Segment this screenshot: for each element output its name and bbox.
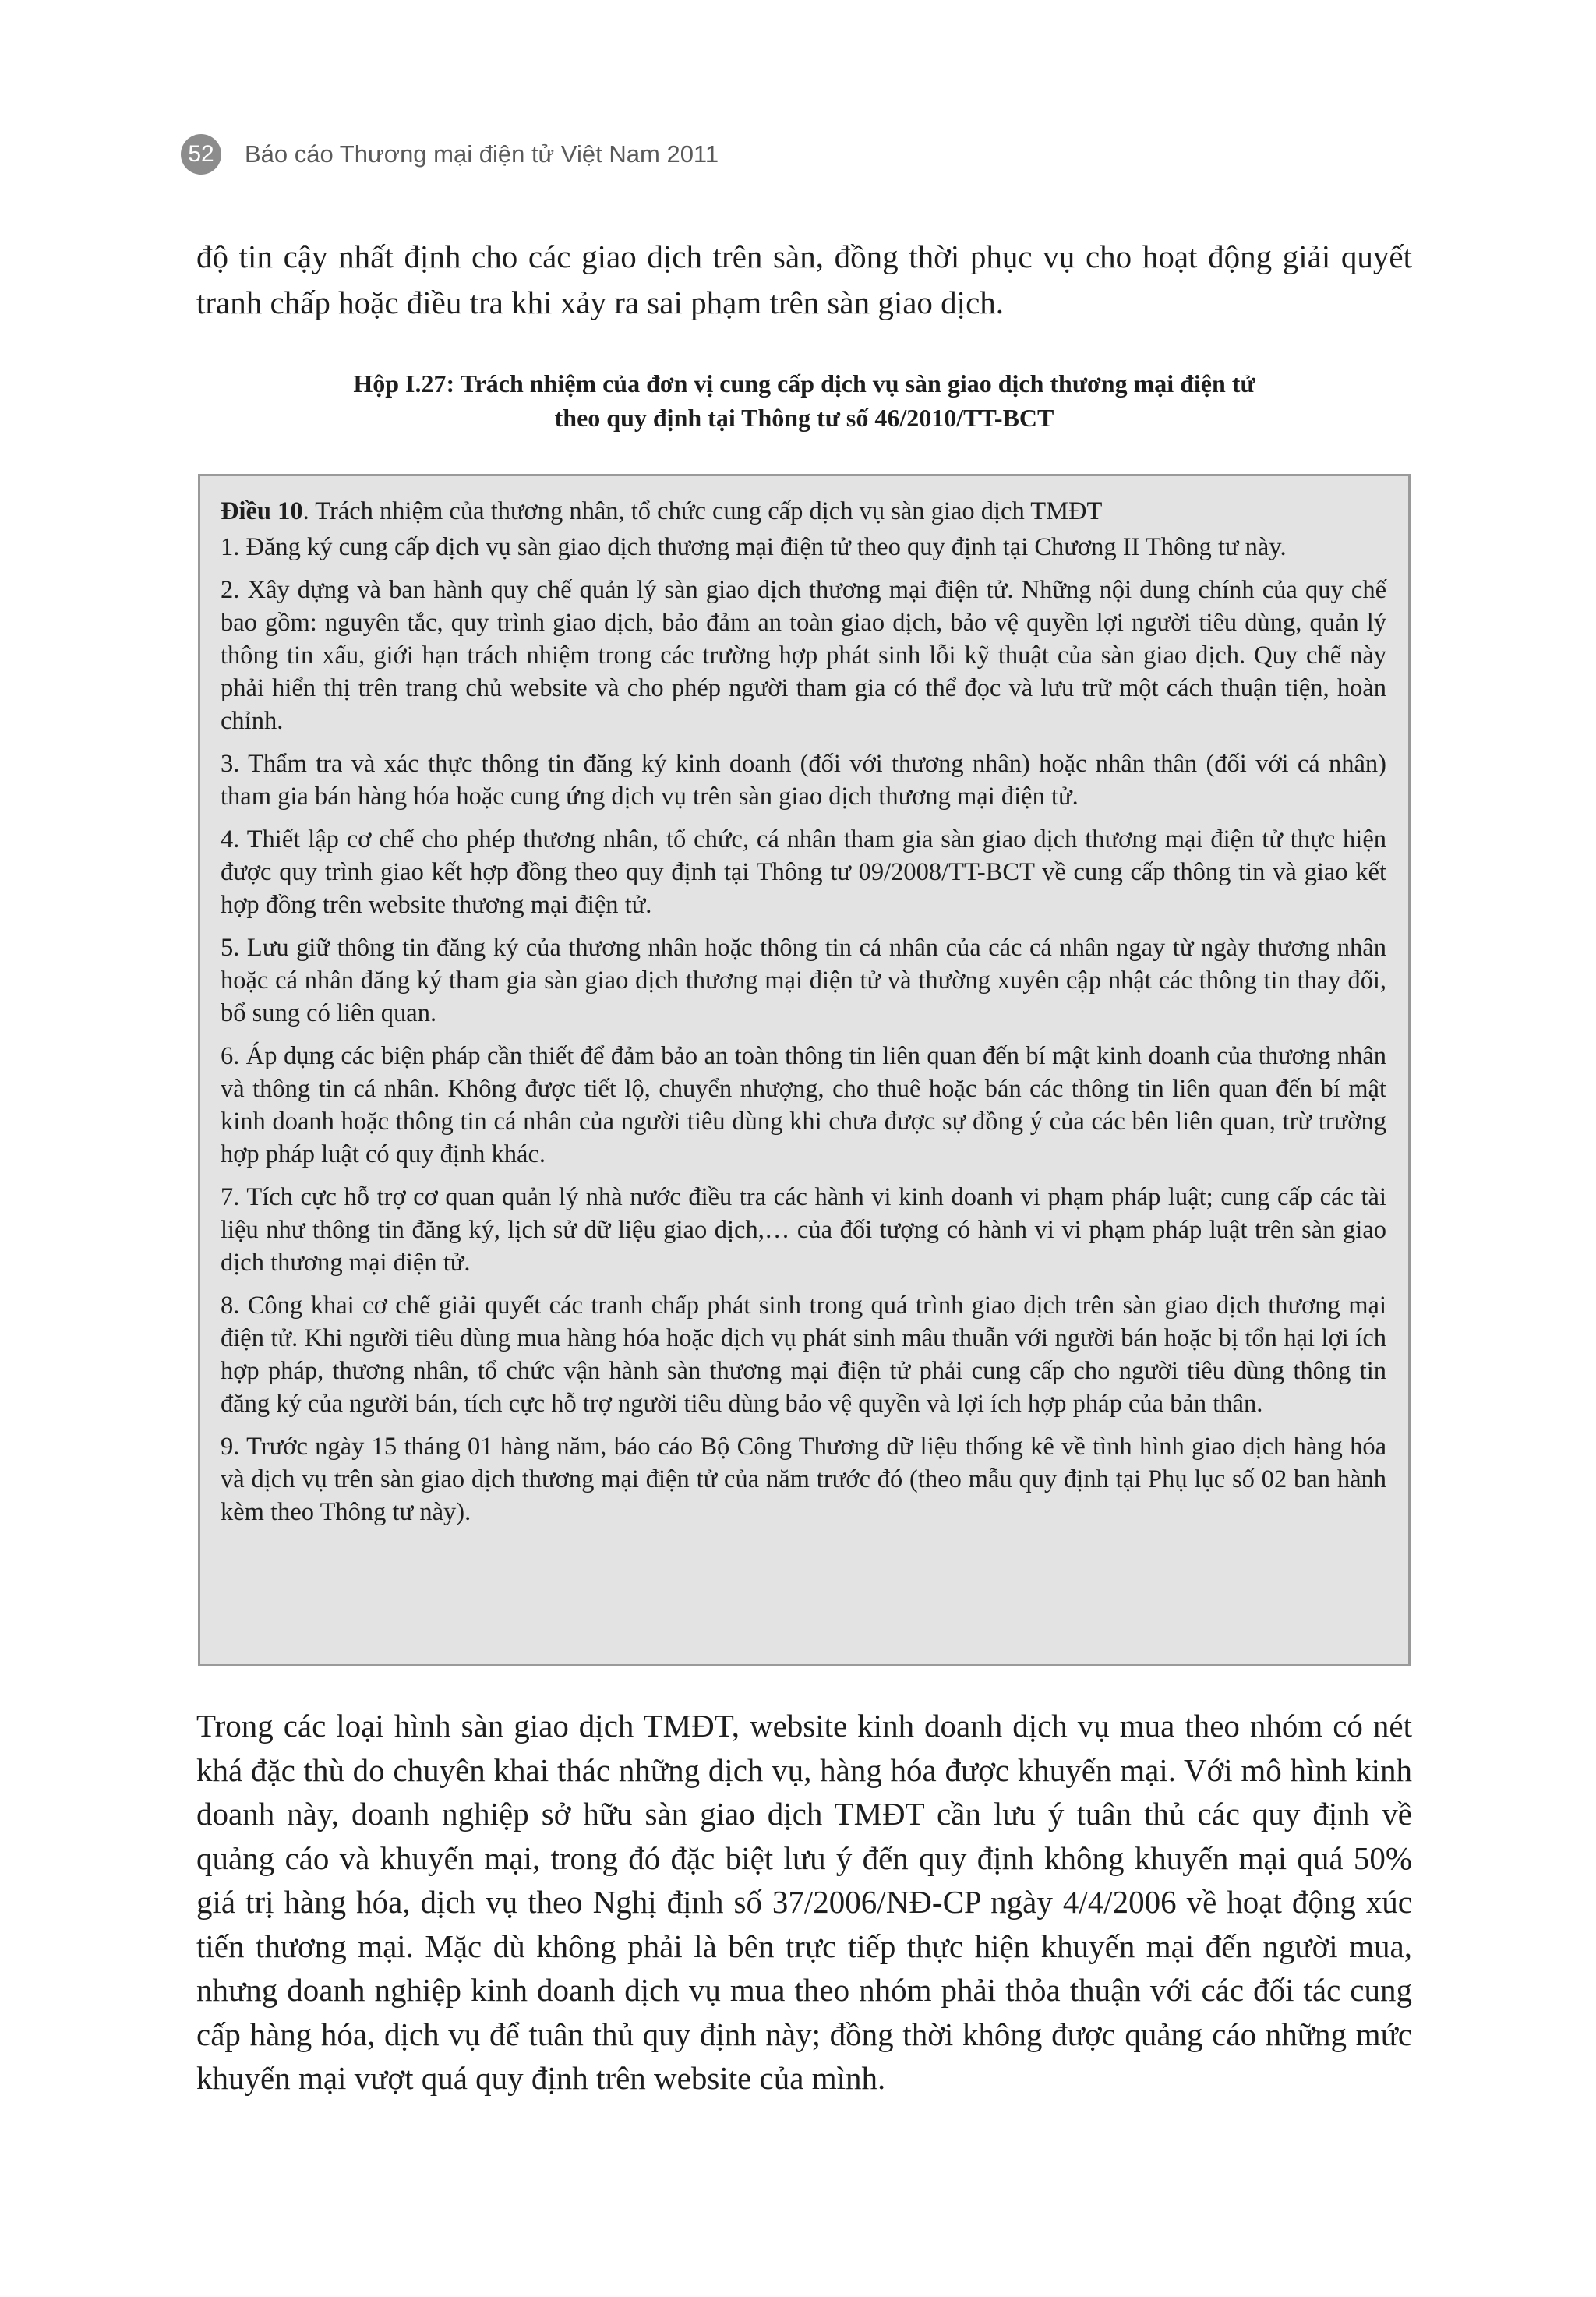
clause-6: 6. Áp dụng các biện pháp cần thiết để đảm bảo an toàn thông tin liên quan đến bí mật kinh doanh của thương nhân và thông tin cá nhân. Không được tiết lộ, chuyển nhượng, cho thuê hoặc bán các thông tin liên quan đến bí mật kinh doanh hoặc thông tin cá nhân của người tiêu dùng khi chưa được sự đồng ý của các bên liên quan, trừ trường hợp pháp luật có quy định khác. — [221, 1042, 1386, 1168]
clause-2: 2. Xây dựng và ban hành quy chế quản lý sàn giao dịch thương mại điện tử. Những nội dung chính của quy chế bao gồm: nguyên tắc, quy trình giao dịch, bảo đảm an toàn giao dịch, bảo vệ quyền lợi người tiêu dùng, quản lý thông tin xấu, giới hạn trách nhiệm trong các trường hợp phát sinh lỗi kỹ thuật của sàn giao dịch. Quy chế này phải hiển thị trên trang chủ website và cho phép người tham gia có thể đọc và lưu trữ một cách thuận tiện, hoàn chỉnh. — [221, 576, 1386, 735]
article-number: Điều 10 — [221, 497, 303, 525]
clause-7: 7. Tích cực hỗ trợ cơ quan quản lý nhà nước điều tra các hành vi kinh doanh vi phạm pháp luật; cung cấp các tài liệu như thông tin đăng ký, lịch sử dữ liệu giao dịch,… của đối tượng có hành vi vi phạm pháp luật trên sàn giao dịch thương mại điện tử. — [221, 1183, 1386, 1277]
article-title: . Trách nhiệm của thương nhân, tổ chức cung cấp dịch vụ sàn giao dịch TMĐT — [302, 497, 1103, 525]
clause-4: 4. Thiết lập cơ chế cho phép thương nhân, tổ chức, cá nhân tham gia sàn giao dịch thương mại điện tử thực hiện được quy trình giao kết hợp đồng theo quy định tại Thông tư 09/2008/TT-BCT về cung cấp thông tin và giao kết hợp đồng trên website thương mại điện tử. — [221, 825, 1386, 919]
box-caption-line-1: Hộp I.27: Trách nhiệm của đơn vị cung cấp dịch vụ sàn giao dịch thương mại điện tử — [353, 369, 1255, 398]
clause-3: 3. Thẩm tra và xác thực thông tin đăng ký kinh doanh (đối với thương nhân) hoặc nhân thân (đối với cá nhân) tham gia bán hàng hóa hoặc cung ứng dịch vụ trên sàn giao dịch thương mại điện tử. — [221, 750, 1386, 811]
page-number-badge: 52 — [181, 134, 221, 175]
intro-paragraph: độ tin cậy nhất định cho các giao dịch trên sàn, đồng thời phục vụ cho hoạt động giải quyết tranh chấp hoặc điều tra khi xảy ra sai phạm trên sàn giao dịch. — [196, 239, 1412, 320]
closing-paragraph: Trong các loại hình sàn giao dịch TMĐT, website kinh doanh dịch vụ mua theo nhóm có nét khá đặc thù do chuyên khai thác những dịch vụ, hàng hóa được khuyến mại. Với mô hình kinh doanh này, doanh nghiệp sở hữu sàn giao dịch TMĐT cần lưu ý tuân thủ các quy định về quảng cáo và khuyến mại, trong đó đặc biệt lưu ý đến quy định không khuyến mại quá 50% giá trị hàng hóa, dịch vụ theo Nghị định số 37/2006/NĐ-CP ngày 4/4/2006 về hoạt động xúc tiến thương mại. Mặc dù không phải là bên trực tiếp thực hiện khuyến mại đến người mua, nhưng doanh nghiệp kinh doanh dịch vụ mua theo nhóm phải thỏa thuận với các đối tác cung cấp hàng hóa, dịch vụ để tuân thủ quy định này; đồng thời không được quảng cáo những mức khuyến mại vượt quá quy định trên website của mình. — [196, 1708, 1412, 2096]
clause-5: 5. Lưu giữ thông tin đăng ký của thương nhân hoặc thông tin cá nhân của các cá nhân ngay từ ngày thương nhân hoặc cá nhân đăng ký tham gia sàn giao dịch thương mại điện tử và thường xuyên cập nhật các thông tin thay đổi, bổ sung có liên quan. — [221, 934, 1386, 1027]
regulation-box — [198, 474, 1411, 1666]
box-caption — [196, 366, 1412, 435]
page-header — [181, 133, 719, 176]
box-caption-line-2: theo quy định tại Thông tư số 46/2010/TT-BCT — [554, 404, 1054, 432]
clause-1: 1. Đăng ký cung cấp dịch vụ sàn giao dịch thương mại điện tử theo quy định tại Chương II Thông tư này. — [221, 533, 1287, 561]
clause-9: 9. Trước ngày 15 tháng 01 hàng năm, báo cáo Bộ Công Thương dữ liệu thống kê về tình hình giao dịch hàng hóa và dịch vụ trên sàn giao dịch thương mại điện tử của năm trước đó (theo mẫu quy định tại Phụ lục số 02 ban hành kèm theo Thông tư này). — [221, 1433, 1386, 1526]
clause-8: 8. Công khai cơ chế giải quyết các tranh chấp phát sinh trong quá trình giao dịch trên sàn giao dịch thương mại điện tử. Khi người tiêu dùng mua hàng hóa hoặc dịch vụ phát sinh mâu thuẫn với người bán hoặc bị tổn hại lợi ích hợp pháp, thương nhân, tổ chức vận hành sàn thương mại điện tử phải cung cấp cho người tiêu dùng thông tin đăng ký của người bán, tích cực hỗ trợ người tiêu dùng bảo vệ quyền và lợi ích hợp pháp của bản thân. — [221, 1292, 1386, 1418]
article-heading — [221, 495, 1386, 528]
running-title: Báo cáo Thương mại điện tử Việt Nam 2011 — [245, 140, 719, 168]
